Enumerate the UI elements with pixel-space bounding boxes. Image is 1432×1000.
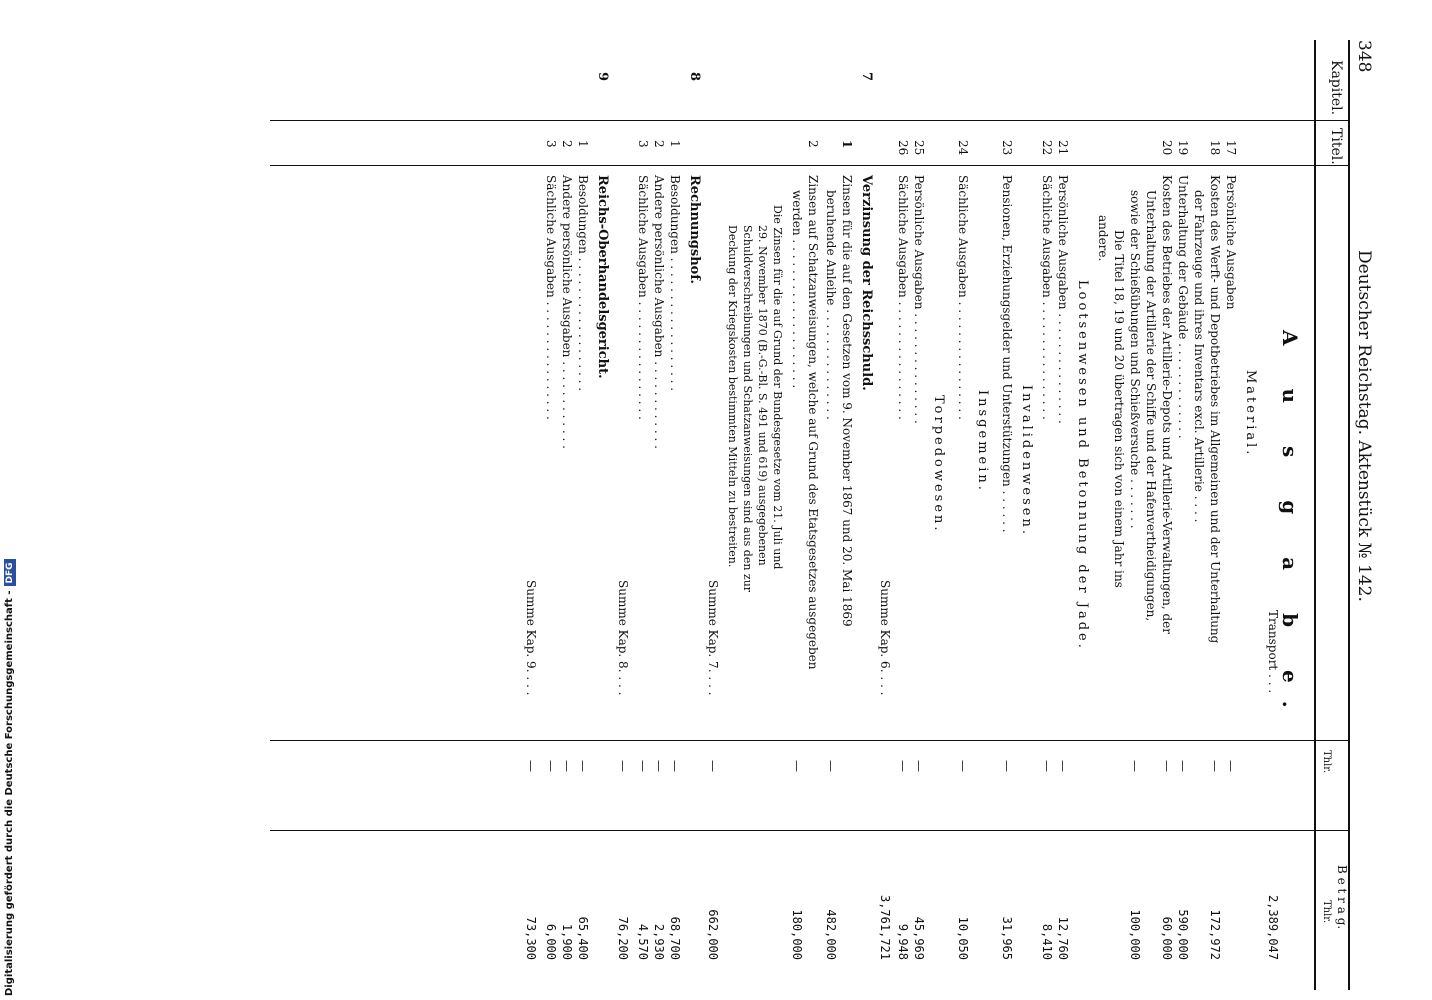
row-text: Andere persönliche Ausgaben . . . . . . . . . . . . — [560, 175, 574, 449]
row-text: Unterhaltung der Gebäude . . . . . . . . . . . . . — [1176, 175, 1190, 439]
row-dash: — — [1224, 760, 1238, 772]
section-insgemein: Insgemein. — [975, 390, 990, 493]
rule-desc — [270, 740, 1350, 741]
titel-number: 3 — [636, 140, 650, 148]
titel-number: 18 — [1208, 140, 1222, 156]
titel-number: 24 — [956, 140, 970, 156]
row-text: Kosten des Werft- und Depotbetriebes im Allgemeinen und der Unterhaltung — [1208, 175, 1222, 644]
row-dash: — — [636, 760, 650, 772]
row-text: Besoldungen . . . . . . . . . . . . . . . . . . — [576, 175, 590, 392]
kapitel-heading: Reichs-Oberhandelsgericht. — [595, 175, 610, 379]
kapitel-heading: Rechnungshof. — [687, 175, 702, 284]
col-header-thlr-2: Thlr. — [1321, 900, 1332, 924]
row-note: Die Titel 18, 19 und 20 übertragen sich von einem Jahr ins — [1112, 230, 1126, 588]
page-title: A u s g a b e. — [1278, 330, 1302, 726]
titel-number: 3 — [544, 140, 558, 148]
row-dash: — — [616, 760, 630, 772]
row-dash: — — [1208, 760, 1222, 772]
titel-number: 26 — [896, 140, 910, 156]
row-dash: — — [824, 760, 838, 772]
kap7-note: Die Zinsen für die auf Grund der Bundesgesetze vom 21. Juli und — [771, 205, 784, 570]
row-amount: 590,000 — [1176, 909, 1190, 960]
row-dash: — — [524, 760, 538, 772]
transport-label: Transport . . . — [1266, 610, 1280, 694]
rule-kapitel — [270, 120, 1350, 121]
row-text-continued: Unterhaltung der Artillerie der Schiffe und der Hafenvertheidigungen, — [1144, 190, 1158, 622]
row-amount: 4,570 — [636, 923, 650, 960]
header-rule-bottom — [1314, 40, 1316, 990]
titel-number: 21 — [1056, 140, 1070, 156]
row-dash: — — [706, 760, 720, 772]
row-text: Kosten des Betriebes der Artillerie-Depots und Artillerie-Verwaltungen, der — [1160, 175, 1174, 635]
row-amount: 1,900 — [560, 923, 574, 960]
section-material: Material. — [1243, 370, 1258, 458]
rule-thlr — [270, 830, 1350, 831]
row-text: Zinsen auf Schatzanweisungen, welche auf Grund des Etatsgesetzes ausgegeben — [806, 175, 820, 670]
row-dash: — — [576, 760, 590, 772]
rule-titel — [270, 165, 1350, 166]
row-amount: 68,700 — [668, 916, 682, 960]
row-text: Sächliche Ausgaben . . . . . . . . . . . . . . . . — [544, 175, 558, 420]
row-dash: — — [1000, 760, 1014, 772]
summe-kap8-amount: 76,200 — [616, 916, 630, 960]
digitization-credit — [4, 559, 16, 996]
kapitel-heading: Verzinsung der Reichsschuld. — [859, 175, 874, 391]
row-text: Pensionen, Erziehungsgelder und Unterstützungen . . . . . . — [1000, 175, 1014, 533]
row-dash: — — [1176, 760, 1190, 772]
row-text: Persönliche Ausgaben . . . . . . . . . . . . . . . — [1056, 175, 1070, 424]
titel-number: 20 — [1160, 140, 1174, 156]
dfg-logo: DFG — [4, 559, 16, 586]
row-dash: — — [544, 760, 558, 772]
row-text: Zinsen für die auf den Gesetzen vom 9. November 1867 und 20. Mai 1869 — [840, 175, 854, 627]
row-dash: — — [1056, 760, 1070, 772]
header-rule-top — [1348, 40, 1350, 990]
section-invaliden: Invalidenwesen. — [1019, 385, 1034, 537]
row-text: Sächliche Ausgaben . . . . . . . . . . . . . . . . — [1040, 175, 1054, 420]
row-amount: 2,930 — [652, 923, 666, 960]
row-text: Besoldungen . . . . . . . . . . . . . . . . . . — [668, 175, 682, 392]
row-text: Persönliche Ausgaben . . . . . . . . . . . . . . . — [912, 175, 926, 424]
row-dash: — — [956, 760, 970, 772]
section-lootsen: Lootsenwesen und Betonnung der Jade. — [1075, 280, 1090, 651]
summe-kap8-label: Summe Kap. 8. . . . — [616, 580, 630, 696]
row-dash: — — [790, 760, 804, 772]
row-dash: — — [896, 760, 910, 772]
kap7-note: Deckung der Kriegskosten bestimmten Mitteln zu bestreiten. — [726, 225, 739, 568]
titel-number: 25 — [912, 140, 926, 156]
titel-number: 17 — [1224, 140, 1238, 156]
row-amount: 6,000 — [544, 923, 558, 960]
titel-number: 22 — [1040, 140, 1054, 156]
row-text: Andere persönliche Ausgaben . . . . . . . . . . . . — [652, 175, 666, 449]
row-text: Sächliche Ausgaben . . . . . . . . . . . . . . . . — [956, 175, 970, 420]
col-header-thlr: Thlr. — [1321, 750, 1332, 774]
row-dash: — — [1040, 760, 1054, 772]
row-dash: — — [1160, 760, 1174, 772]
row-dash: — — [560, 760, 574, 772]
transport-amount: 2,389,047 — [1266, 894, 1280, 960]
summe-kap6-label: Summe Kap. 6. . . . — [878, 580, 892, 696]
row-dash: — — [652, 760, 666, 772]
row-amount: 100,000 — [1128, 909, 1142, 960]
kapitel-number: 9 — [595, 72, 610, 82]
row-amount: 45,969 — [912, 916, 926, 960]
titel-number: 19 — [1176, 140, 1190, 156]
row-amount: 10,050 — [956, 916, 970, 960]
kap7-note: Schuldverschreibungen und Schatzanweisungen sind aus den zur — [741, 225, 754, 593]
kapitel-number: 7 — [859, 72, 874, 82]
row-text-continued: beruhende Anleihe . . . . . . . . . . . . . . . — [824, 190, 838, 420]
summe-kap7-amount: 662,000 — [706, 909, 720, 960]
summe-kap6-amount: 3,761,721 — [878, 894, 892, 960]
credit-text: Digitalisierung gefördert durch die Deutsche Forschungsgemeinschaft - — [4, 590, 15, 996]
row-amount: 60,000 — [1160, 916, 1174, 960]
running-head: Deutscher Reichstag. Aktenstück № 142. — [1354, 250, 1374, 602]
row-amount: 172,972 — [1208, 909, 1222, 960]
row-amount: 9,948 — [896, 923, 910, 960]
row-text: Sächliche Ausgaben . . . . . . . . . . . . . . . . — [896, 175, 910, 420]
kap7-note: 29. November 1870 (B.-G.-Bl. S. 491 und 619) ausgegebenen — [756, 225, 769, 566]
row-dash: — — [1128, 760, 1142, 772]
row-dash: — — [912, 760, 926, 772]
titel-number: 2 — [652, 140, 666, 148]
section-torpedo: Torpedowesen. — [931, 395, 946, 534]
summe-kap9-amount: 73,300 — [524, 916, 538, 960]
titel-number: 2 — [560, 140, 574, 148]
row-amount: 8,410 — [1040, 923, 1054, 960]
row-text: Sächliche Ausgaben . . . . . . . . . . . . . . . . — [636, 175, 650, 420]
row-amount: 12,760 — [1056, 916, 1070, 960]
kapitel-number: 8 — [687, 72, 702, 82]
row-text-continued: der Fahrzeuge und ihres Inventars excl. Artillerie . . . . — [1192, 190, 1206, 523]
titel-number: 23 — [1000, 140, 1014, 156]
row-text-continued: sowie der Schießübungen und Schießversuche . . . . . . . — [1128, 190, 1142, 529]
titel-number: 1 — [576, 140, 590, 148]
col-header-kapitel: Kapitel. — [1328, 60, 1344, 116]
col-header-betrag: B e t r a g. — [1335, 865, 1349, 930]
row-note: andere. — [1096, 215, 1110, 262]
row-text: Persönliche Ausgaben — [1224, 175, 1238, 310]
row-amount: 180,000 — [790, 909, 804, 960]
row-text-continued: werden . . . . . . . . . . . . . . . . . . . . — [790, 190, 804, 389]
titel-number: 1 — [668, 140, 682, 148]
page-number: 348 — [1354, 40, 1374, 73]
titel-number: 2 — [806, 140, 820, 148]
col-header-titel: Titel. — [1328, 128, 1344, 165]
row-amount: 482,000 — [824, 909, 838, 960]
row-dash: — — [668, 760, 682, 772]
summe-kap7-label: Summe Kap. 7. . . . — [706, 580, 720, 696]
row-amount: 65,400 — [576, 916, 590, 960]
titel-number: 1 — [840, 140, 854, 149]
summe-kap9-label: Summe Kap. 9. . . . — [524, 580, 538, 696]
rotated-page — [270, 0, 1380, 1000]
row-amount: 31,965 — [1000, 916, 1014, 960]
